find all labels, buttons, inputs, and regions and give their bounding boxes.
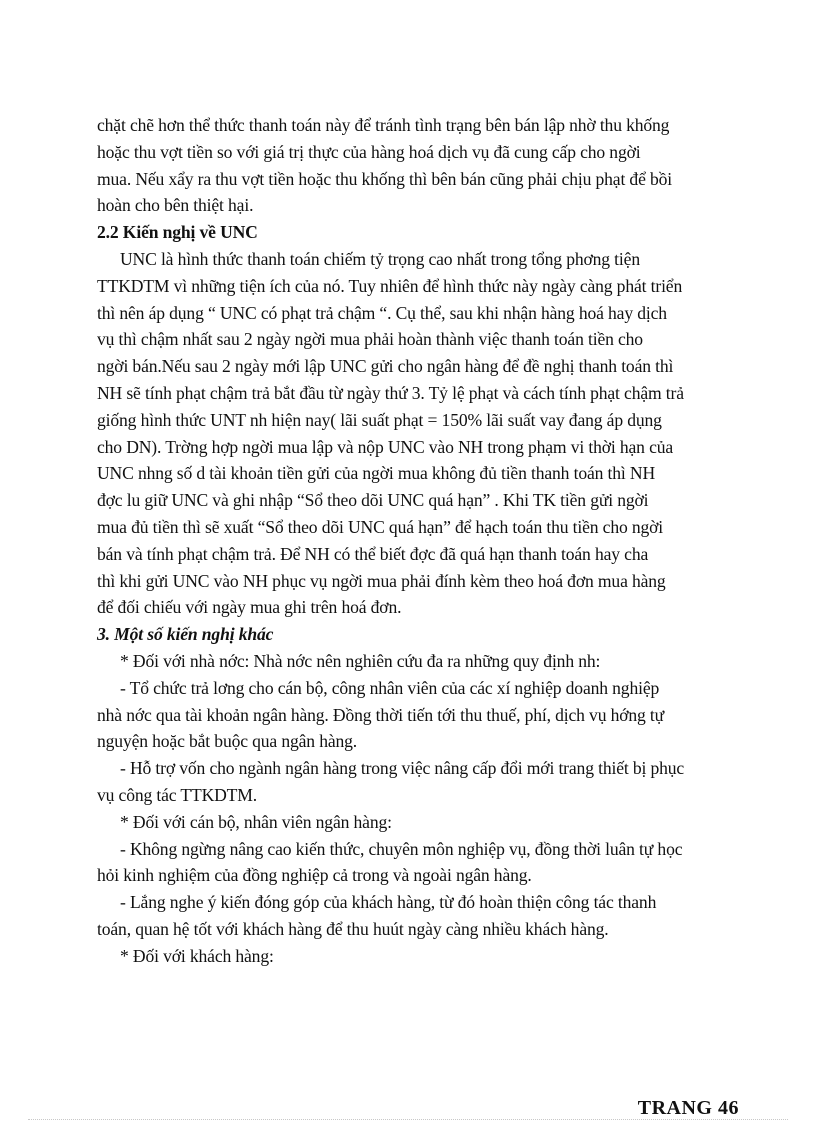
paragraph-line: - Tổ chức trả lơng cho cán bộ, công nhân viên của các xí nghiệp doanh nghiệp (120, 677, 660, 698)
paragraph-line: * Đối với cán bộ, nhân viên ngân hàng: (120, 811, 392, 832)
paragraph-line: TTKDTM vì những tiện ích của nó. Tuy nhiên để hình thức này ngày càng phát triển (97, 275, 683, 296)
paragraph-line: đợc lu giữ UNC và ghi nhập “Sổ theo dõi UNC quá hạn” . Khi TK tiền gửi ngời (97, 490, 649, 511)
section-heading-2-2: 2.2 Kiến nghị về UNC (97, 222, 258, 243)
paragraph-line: thì nên áp dụng “ UNC có phạt trả chậm “. Cụ thể, sau khi nhận hàng hoá hay dịch (97, 302, 667, 323)
paragraph-line: * Đối với khách hàng: (120, 945, 274, 966)
paragraph-line: giống hình thức UNT nh hiện nay( lãi suất phạt = 150% lãi suất vay đang áp dụng (97, 409, 662, 430)
paragraph-line: nhà nớc qua tài khoản ngân hàng. Đồng thời tiến tới thu thuế, phí, dịch vụ hớng tự (97, 704, 665, 725)
paragraph-line: ngời bán.Nếu sau 2 ngày mới lập UNC gửi cho ngân hàng để đề nghị thanh toán thì (97, 356, 674, 377)
footer-divider (28, 1119, 788, 1120)
paragraph-line: cho DN). Trờng hợp ngời mua lập và nộp UNC vào NH trong phạm vi thời hạn của (97, 436, 674, 457)
paragraph-line: UNC nhng số d tài khoản tiền gửi của ngời mua không đủ tiền thanh toán thì NH (97, 463, 655, 484)
paragraph-line: nguyện hoặc bắt buộc qua ngân hàng. (97, 731, 358, 752)
paragraph-line: thì khi gửi UNC vào NH phục vụ ngời mua phải đính kèm theo hoá đơn mua hàng (97, 570, 666, 591)
paragraph-line: - Lắng nghe ý kiến đóng góp của khách hàng, từ đó hoàn thiện công tác thanh (120, 892, 657, 913)
paragraph-line: toán, quan hệ tốt với khách hàng để thu huút ngày càng nhiều khách hàng. (97, 918, 609, 939)
paragraph-line: chặt chẽ hơn thể thức thanh toán này để tránh tình trạng bên bán lập nhờ thu khống (97, 115, 670, 135)
paragraph-line: hoặc thu vợt tiền so với giá trị thực của hàng hoá dịch vụ đã cung cấp cho ngời (97, 141, 641, 162)
section-heading-3: 3. Một số kiến nghị khác (97, 624, 274, 645)
page-number: TRANG 46 (637, 1097, 739, 1115)
paragraph-line: - Không ngừng nâng cao kiến thức, chuyên môn nghiệp vụ, đồng thời luân tự học (120, 838, 683, 859)
paragraph-line: bán và tính phạt chậm trả. Để NH có thể biết đợc đã quá hạn thanh toán hay cha (97, 543, 649, 564)
paragraph-line: vụ công tác TTKDTM. (97, 784, 258, 805)
paragraph-line: UNC là hình thức thanh toán chiếm tỷ trọng cao nhất trong tổng phơng tiện (120, 248, 640, 269)
paragraph-line: để đối chiếu với ngày mua ghi trên hoá đơn. (97, 597, 402, 618)
body-text (97, 112, 730, 970)
paragraph-line: - Hỗ trợ vốn cho ngành ngân hàng trong việc nâng cấp đổi mới trang thiết bị phục (120, 758, 685, 779)
paragraph-line: mua. Nếu xẩy ra thu vợt tiền hoặc thu khống thì bên bán cũng phải chịu phạt để bồi (97, 168, 673, 189)
paragraph-line: vụ thì chậm nhất sau 2 ngày ngời mua phải hoàn thành việc thanh toán tiền cho (97, 329, 643, 350)
paragraph-line: hỏi kinh nghiệm của đồng nghiệp cả trong và ngoài ngân hàng. (97, 865, 532, 886)
paragraph-line: hoàn cho bên thiệt hại. (97, 195, 254, 216)
paragraph-line: NH sẽ tính phạt chậm trả bắt đầu từ ngày thứ 3. Tỷ lệ phạt và cách tính phạt chậm trả (97, 382, 684, 403)
paragraph-line: mua đủ tiền thì sẽ xuất “Sổ theo dõi UNC quá hạn” để hạch toán thu tiền cho ngời (97, 516, 664, 537)
paragraph-line: * Đối với nhà nớc: Nhà nớc nên nghiên cứu đa ra những quy định nh: (120, 650, 601, 671)
